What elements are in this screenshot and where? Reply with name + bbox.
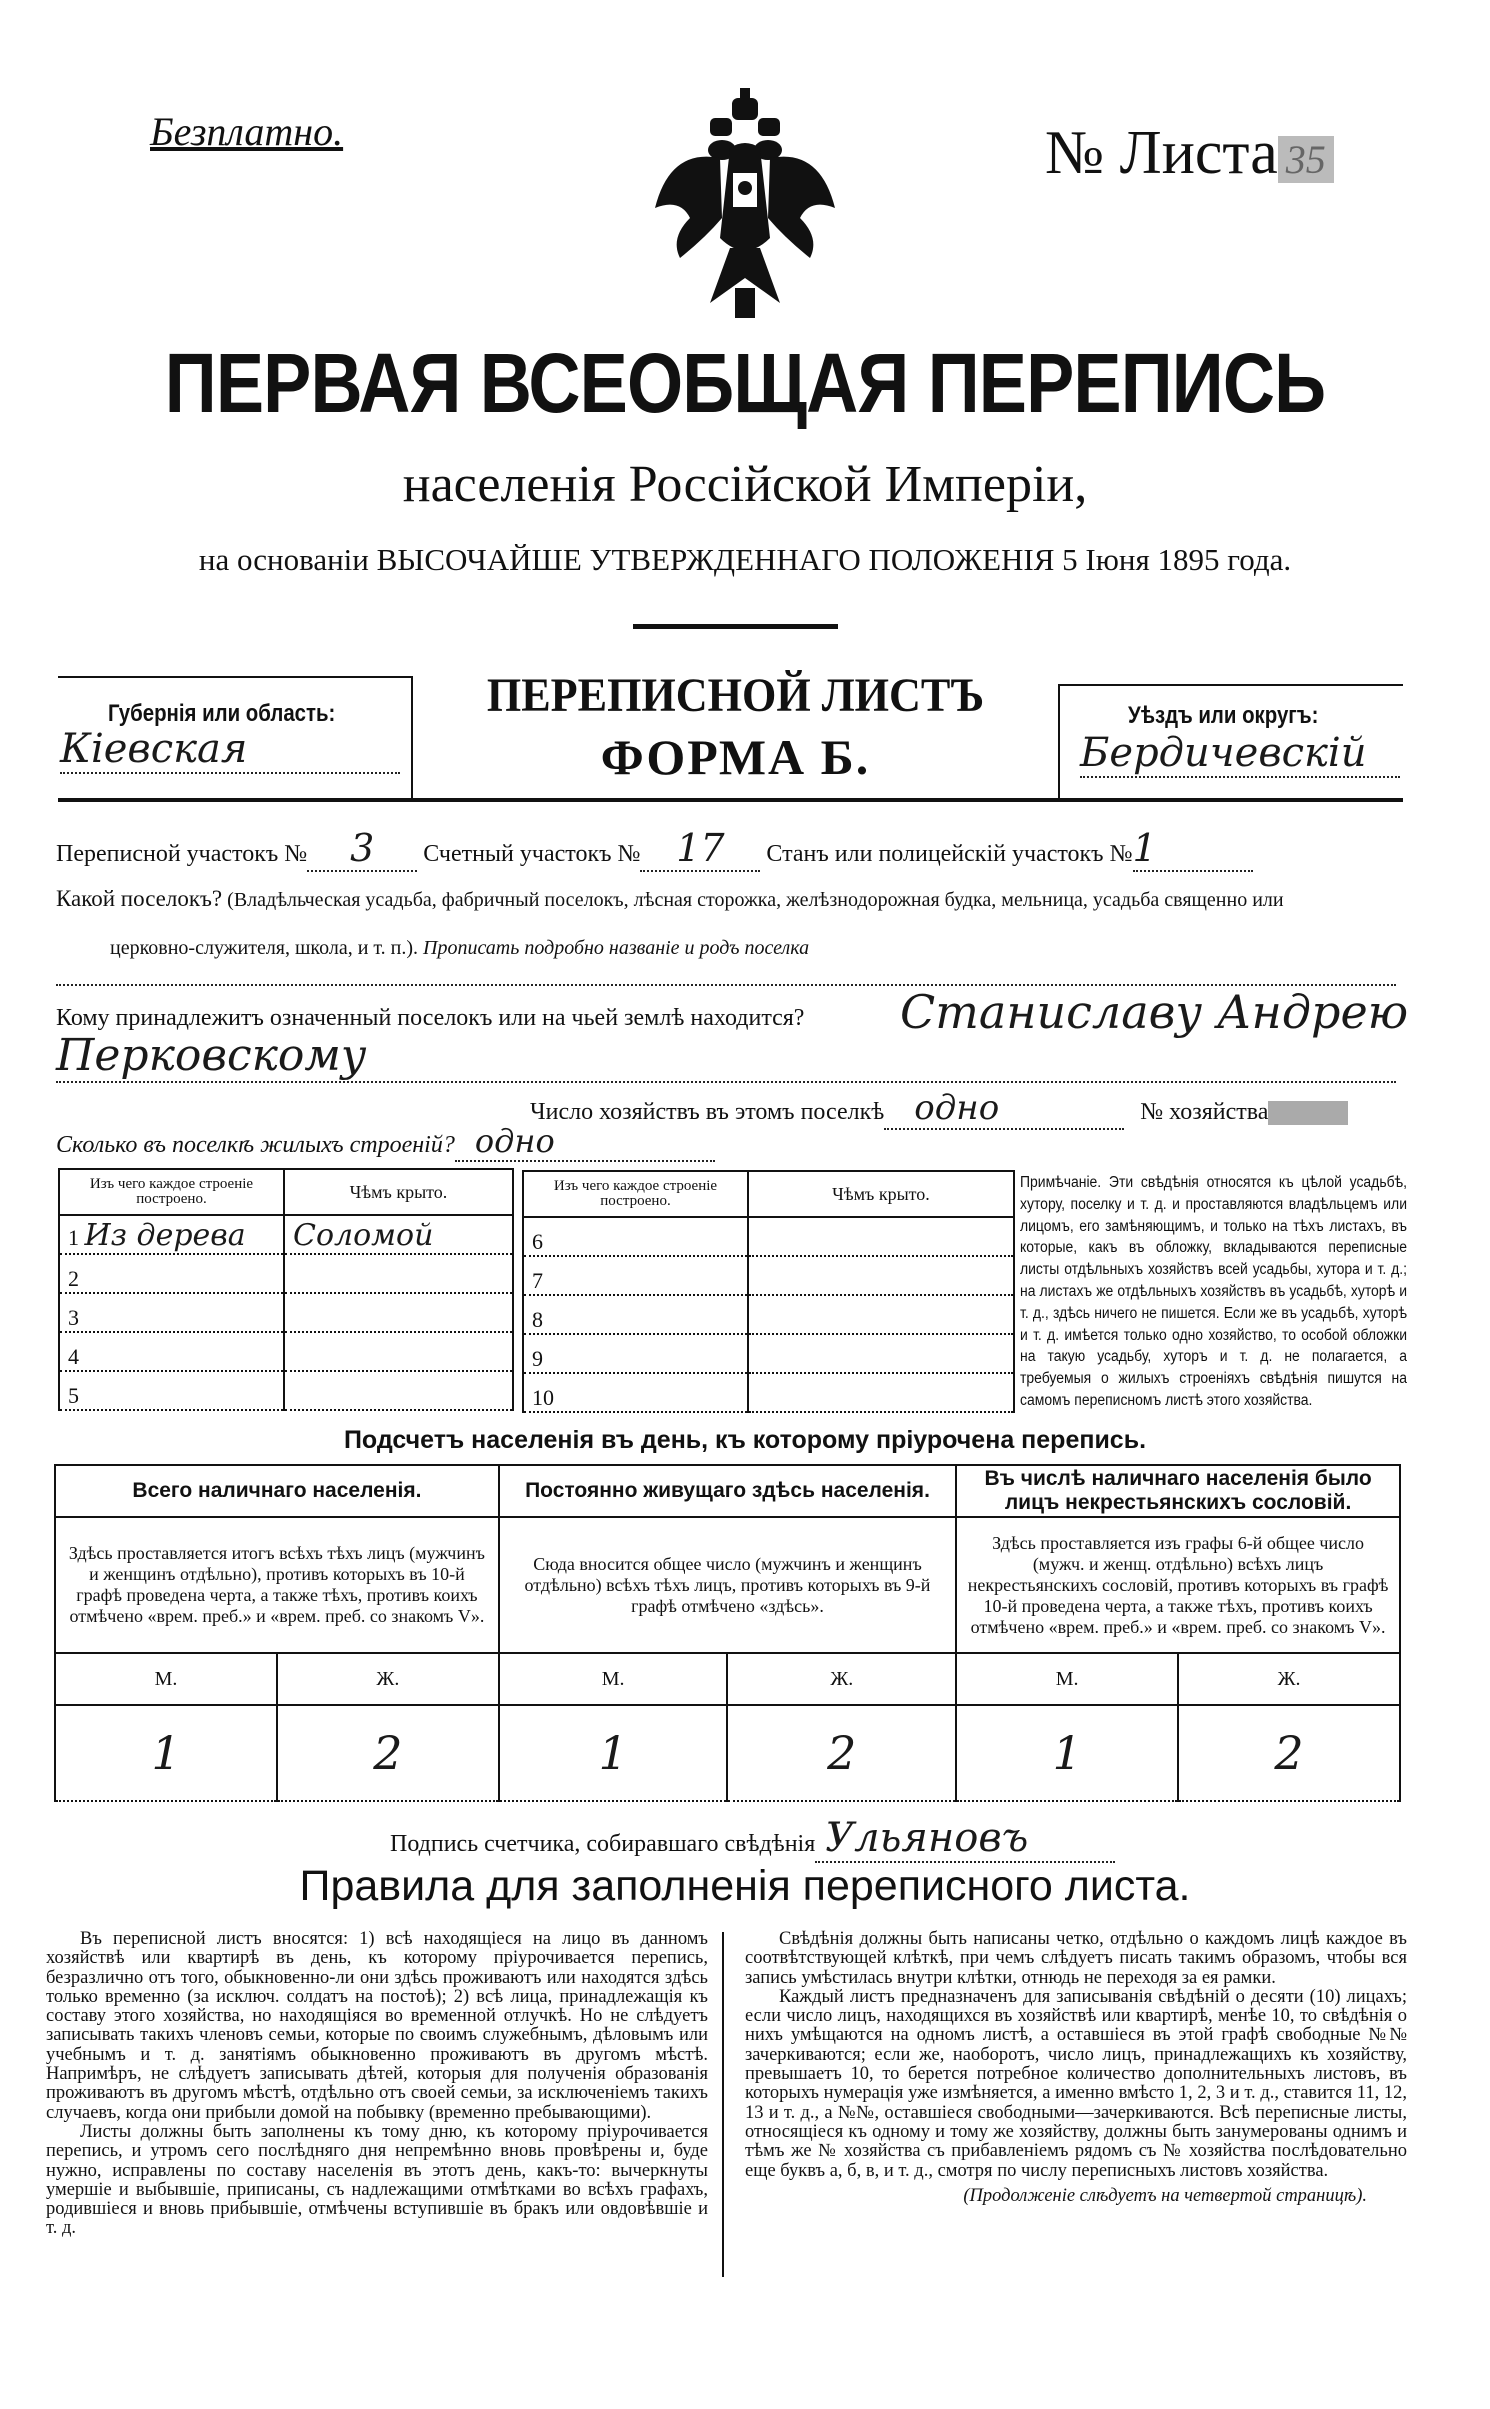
table-row [523,1217,1014,1256]
roof-cell[interactable] [748,1256,1014,1295]
gubernia-value[interactable]: Кіевская [60,726,400,774]
female-header: Ж. [277,1653,499,1705]
households-value[interactable]: одно [884,1088,1124,1130]
rules-paragraph: Свѣдѣнія должны быть написаны четко, отдѣльно о каждомъ лицѣ каждое въ соотвѣтствующей клѣткѣ, при чемъ слѣдуетъ писать такимъ образомъ, чтобы вся запись умѣстилась внутри клѣтки, отнюдь не переходя за ея рамки. [745,1929,1407,1988]
rules-paragraph: Листы должны быть заполнены къ тому дню, къ которому пріурочивается перепись, и утромъ сего послѣдняго дня непремѣнно вновь провѣрены и, буде нужно, исправлены по составу населенія въ этотъ день, какъ-то: вычеркнуты умершіе и выбывшіе, приписаны, съ надлежащими отмѣтками во всѣхъ графахъ, родившіеся и вновь прибывшіе, отмѣчены вступившіе въ бракъ или овдовѣвшіе и т. д. [46,2121,708,2239]
owner-label: Кому принадлежитъ означенный поселокъ или на чьей землѣ находится? [56,1005,805,1031]
households-label: Число хозяйствъ въ этомъ поселкѣ [530,1099,885,1125]
table-row [59,1332,513,1371]
non-peasant-male[interactable]: 1 [956,1705,1178,1801]
row-number[interactable]: 8 [523,1295,748,1334]
table-row [59,1215,513,1254]
roof-cell[interactable] [284,1254,513,1293]
signature-label: Подпись счетчика, собиравшаго свѣдѣнія [390,1831,816,1857]
table-row [59,1371,513,1410]
roof-cell[interactable] [748,1217,1014,1256]
roof-cell[interactable] [284,1293,513,1332]
row-number[interactable]: 7 [523,1256,748,1295]
owner-value-2[interactable]: Перковскому [56,1030,1396,1083]
total-female[interactable]: 2 [277,1705,499,1801]
count-district-label: Счетный участокъ № [423,841,641,867]
permanent-female[interactable]: 2 [727,1705,956,1801]
column-divider [722,1932,724,2277]
buildings-note: Примѣчаніе. Эти свѣдѣнія относятся къ цѣлой усадьбѣ, хутору, поселку и т. д. и проставляются владѣльцемъ или лицомъ, его замѣняющимъ, и только на тѣхъ листахъ, въ которые, какъ въ обложку, вкладываются переписные листы отдѣльныхъ хозяйствъ всей усадьбы, хутора и т. д.; на листахъ же отдѣльныхъ хозяйствъ въ усадьбѣ, хуторѣ и т. д., здѣсь ничего не пишется. Если же въ усадьбѣ, хуторѣ и т. д. имѣется только одно хозяйство, то особой обложки на такую усадьбу, хуторъ и т. д. не полагается, а требуемыя о жилыхъ строеніяхъ свѣдѣнія пишутся на самомъ переписномъ листѣ этого хозяйства. [1020,1174,1407,1409]
table-row [59,1254,513,1293]
table-row [59,1293,513,1332]
divider [633,624,838,629]
row-number[interactable]: 3 [59,1293,284,1332]
col-head-permanent: Постоянно живущаго здѣсь населенія. [499,1465,956,1517]
districts-row [56,826,1253,872]
sheet-number-label: № Листа [1045,119,1278,187]
male-header: М. [499,1653,728,1705]
row-number[interactable]: 10 [523,1373,748,1412]
table-row [523,1256,1014,1295]
col-material: Изъ чего каждое строеніе построено. [523,1171,748,1217]
uezd-box [1058,684,1403,800]
census-district-value[interactable]: 3 [307,826,417,872]
col-material: Изъ чего каждое строеніе построено. [59,1169,284,1215]
female-header: Ж. [1178,1653,1400,1705]
buildings-value[interactable]: одно [455,1122,715,1162]
col-roof: Чѣмъ крыто. [284,1169,513,1215]
table-row [523,1373,1014,1412]
police-district-label: Станъ или полицейскій участокъ № [766,841,1133,867]
male-header: М. [55,1653,277,1705]
row-number[interactable]: 6 [523,1217,748,1256]
settlement-row [56,886,1284,912]
sheet-number-value: 35 [1278,136,1334,183]
row-number: 1 [68,1225,79,1250]
owner-value-1[interactable]: Станиславу Андрею [900,985,1409,1039]
roof-cell[interactable] [284,1371,513,1410]
settlement-label: Какой поселокъ? [56,886,223,911]
col-roof: Чѣмъ крыто. [748,1171,1014,1217]
page-subtitle: населенія Россійской Имперіи, [402,456,1088,513]
female-header: Ж. [727,1653,956,1705]
roof-cell[interactable] [748,1373,1014,1412]
roof-cell[interactable] [284,1332,513,1371]
continued-note: (Продолженіе слѣдуетъ на четвертой страницѣ). [963,2185,1367,2206]
buildings-table-right [522,1170,1015,1413]
sheet-number [1045,118,1334,189]
non-peasant-female[interactable]: 2 [1178,1705,1400,1801]
male-header: М. [956,1653,1178,1705]
roof-cell[interactable] [748,1334,1014,1373]
free-label: Безплатно. [150,109,344,154]
legal-basis: на основаніи ВЫСОЧАЙШЕ УТВЕРЖДЕННАГО ПОЛОЖЕНІЯ 5 Іюня 1895 года. [198,542,1292,577]
rules-left-column [46,1930,708,2239]
signature-value[interactable]: Ульяновъ [815,1815,1115,1863]
settlement-hint: (Владѣльческая усадьба, фабричный поселокъ, лѣсная сторожка, желѣзнодорожная будка, мельница, усадьба священно или [227,889,1284,911]
census-district-label: Переписной участокъ № [56,841,308,867]
rules-paragraph: Въ переписной листъ вносятся: 1) всѣ находящіеся на лицо въ данномъ хозяйствѣ или квартирѣ въ день, къ которому пріурочивается перепись, безразлично отъ того, обыкновенно-ли они здѣсь проживаютъ или находятся здѣсь только временно (за исключ. солдатъ на постоѣ); 2) всѣ лица, принадлежащія къ составу этого хозяйства, но находящіяся во временной отлучкѣ. Но не слѣдуетъ записывать такихъ членовъ семьи, которые по своимъ служебнымъ, дѣловымъ или учебнымъ и т. д. занятіямъ обыкновенно проживаютъ въ другомъ мѣстѣ. Напримѣръ, не слѣдуетъ записывать дѣтей, которыя для полученія образованія проживаютъ въ другомъ мѣстѣ, отдѣльно отъ своей семьи, за исключеніемъ такихъ случаевъ, когда они прибыли домой на побывку (временно пребывающими). [46,1929,708,2123]
table-row [523,1334,1014,1373]
rules-right-column [745,1930,1407,2206]
imperial-eagle-emblem-icon [650,88,840,333]
uezd-value[interactable]: Бердичевскій [1080,730,1400,778]
settlement-hint-italic: Прописать подробно названіе и родъ поселка [423,937,810,959]
buildings-table-left [58,1168,514,1411]
signature-row [390,1815,1115,1863]
total-male[interactable]: 1 [55,1705,277,1801]
population-table [54,1464,1401,1802]
form-label: ФОРМА Б. [600,729,871,785]
col-head-total: Всего наличнаго населенія. [55,1465,499,1517]
col-desc-permanent: Сюда вносится общее число (мужчинъ и женщинъ отдѣльно) всѣхъ тѣхъ лицъ, противъ которыхъ въ 9-й графѣ отмѣчено «здѣсь». [499,1517,956,1653]
roof-cell[interactable] [748,1295,1014,1334]
population-title: Подсчетъ населенія въ день, къ которому пріурочена перепись. [343,1426,1147,1454]
police-district-value[interactable]: 1 [1133,826,1253,872]
settlement-hint-2: церковно-служителя, школа, и т. п.). [110,937,418,959]
uezd-label: Уѣздъ или округъ: [1128,702,1319,729]
col-head-non-peasant: Въ числѣ наличнаго населенія было лицъ некрестьянскихъ сословій. [956,1465,1400,1517]
rules-paragraph: Каждый листъ предназначенъ для записыванія свѣдѣній о десяти (10) лицахъ; если число лицъ, находящихся въ хозяйствѣ или квартирѣ, менѣе 10, то свѣдѣнія о нихъ умѣщаются на одномъ листѣ, а оставшіеся въ этой графѣ свободные №№ зачеркиваются; если же, наоборотъ, число лицъ, принадлежащихъ къ хозяйству, превышаетъ 10, то берется потребное количество дополнительныхъ листовъ, въ которыхъ нумерація уже измѣняется, а именно вмѣсто 1, 2, 3 и т. д., ставится 11, 12, 13 и т. д., а №№, оставшіеся свободными—зачеркиваются. Всѣ переписные листы, относящіеся къ одному и тому же хозяйству, должны быть занумерованы однимъ и тѣмъ же № хозяйства съ прибавленіемъ рядомъ съ № хозяйства послѣдовательно еще буквъ а, б, в, и т. д., смотря по числу переписныхъ листовъ хозяйства. [745,1986,1407,2181]
roof-cell[interactable]: Соломой [284,1215,513,1254]
household-no-label: № хозяйства [1140,1099,1269,1125]
row-number[interactable]: 2 [59,1254,284,1293]
row-number[interactable]: 4 [59,1332,284,1371]
row-number[interactable]: 9 [523,1334,748,1373]
table-row [523,1295,1014,1334]
col-desc-total: Здѣсь проставляется итогъ всѣхъ тѣхъ лицъ (мужчинъ и женщинъ отдѣльно), противъ которыхъ въ 10-й графѣ проведена черта, а также тѣхъ, противъ коихъ отмѣчено «врем. преб.» и «врем. преб. со знакомъ V». [55,1517,499,1653]
form-title: ПЕРЕПИСНОЙ ЛИСТЪ [486,669,985,722]
material-cell[interactable]: Из дерева [84,1218,246,1253]
rules-title: Правила для заполненія переписного листа. [299,1862,1191,1910]
settlement-input[interactable] [56,950,1396,986]
permanent-male[interactable]: 1 [499,1705,728,1801]
buildings-row [56,1122,715,1162]
row-number[interactable]: 5 [59,1371,284,1410]
col-desc-non-peasant: Здѣсь проставляется изъ графы 6-й общее число (мужч. и женщ. отдѣльно) всѣхъ лицъ некрестьянскихъ сословій, противъ которыхъ въ графѣ 10-й проведена черта, а также тѣхъ, противъ коихъ отмѣчено «врем. преб.» и «врем. преб. со знакомъ V». [956,1517,1400,1653]
buildings-label: Сколько въ поселкѣ жилыхъ строеній? [56,1132,455,1158]
household-no-value[interactable] [1268,1101,1348,1125]
count-district-value[interactable]: 17 [640,826,760,872]
gubernia-label: Губернія или область: [108,700,336,727]
page-title: ПЕРВАЯ ВСЕОБЩАЯ ПЕРЕПИСЬ [164,336,1326,430]
gubernia-box [58,676,413,800]
